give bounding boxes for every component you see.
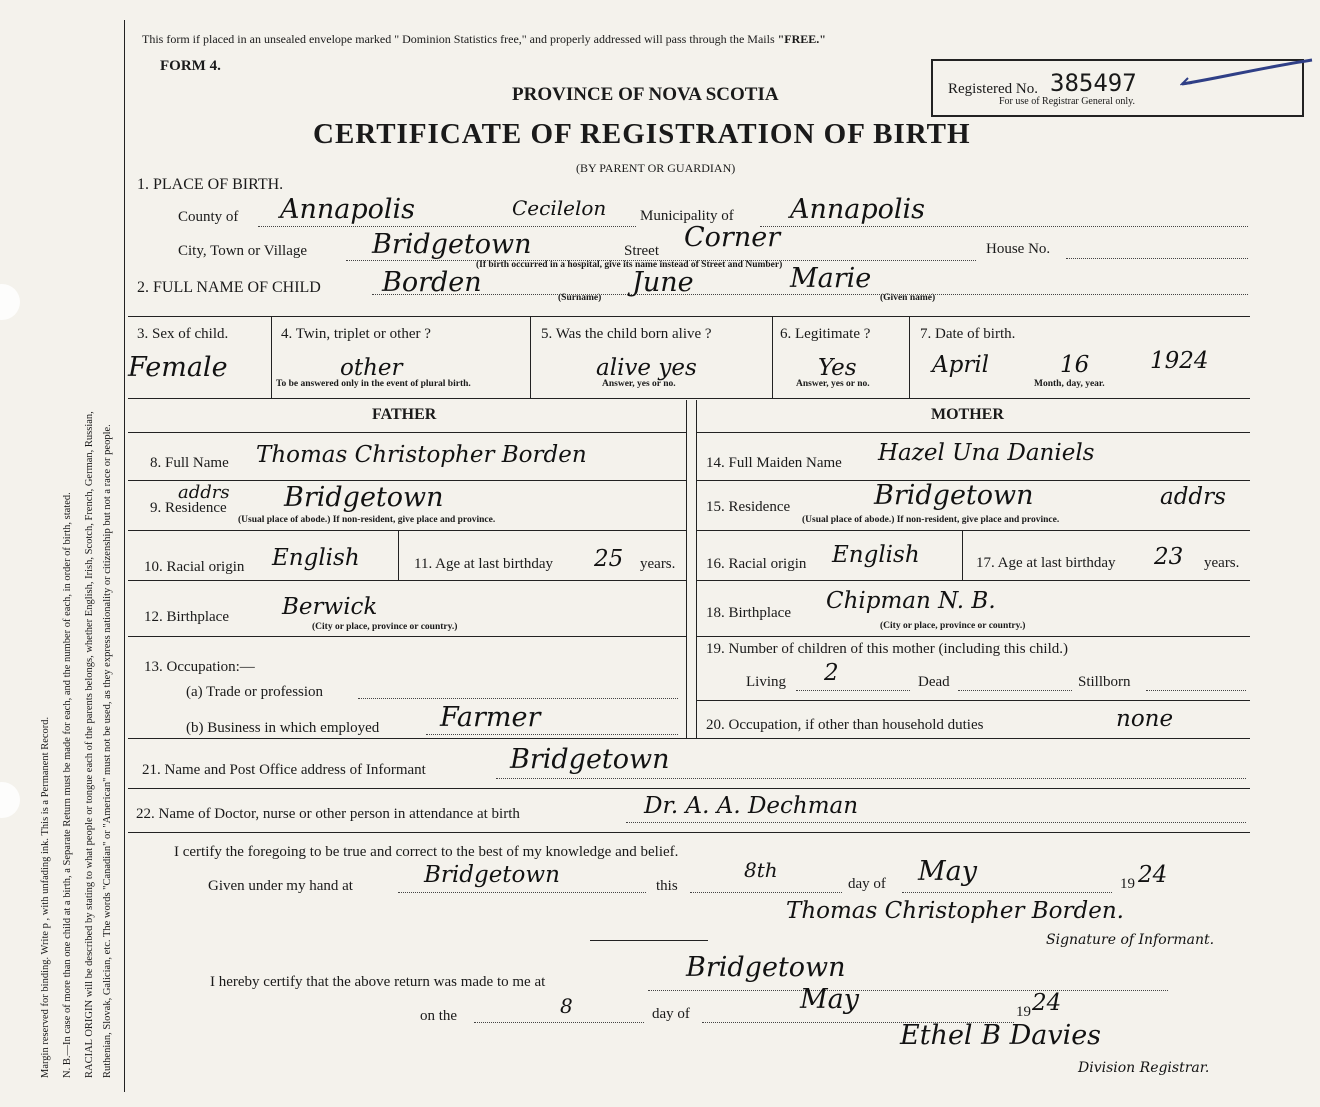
margin-racial-note-1: RACIAL ORIGIN will be described by stating to what people or tongue each of the parents belongs, whether English, Irish, Scotch, French, German, Russian, <box>84 411 95 1078</box>
dob-label: 7. Date of birth. <box>920 326 1016 342</box>
mother-birthplace-value: Chipman N. B. <box>826 588 996 614</box>
doctor-label: 22. Name of Doctor, nurse or other person in attendance at birth <box>136 806 520 822</box>
father-racial-value: English <box>272 545 360 571</box>
occupation-label: 13. Occupation:— <box>144 659 255 675</box>
mother-name-value: Hazel Una Daniels <box>878 440 1095 466</box>
father-name-value: Thomas Christopher Borden <box>256 442 587 468</box>
mother-residence-label: 15. Residence <box>706 499 791 515</box>
informant-signature-label: Signature of Informant. <box>1046 932 1215 948</box>
sex-label: 3. Sex of child. <box>137 326 229 342</box>
alive-note: Answer, yes or no. <box>602 379 676 389</box>
business-label: (b) Business in which employed <box>186 720 380 736</box>
mother-heading: MOTHER <box>931 406 1004 423</box>
father-heading: FATHER <box>372 406 437 423</box>
father-birthplace-label: 12. Birthplace <box>144 609 229 625</box>
mother-birthplace-note: (City or place, province or country.) <box>880 621 1026 631</box>
mail-note: This form if placed in an unsealed envelope marked " Dominion Statistics free," and properly addressed will pass through the Mails "FREE." <box>142 32 826 46</box>
registrar-signature: Ethel B Davies <box>900 1020 1102 1051</box>
business-value: Farmer <box>440 702 541 733</box>
given-under-label: Given under my hand at <box>208 878 353 894</box>
dead-label: Dead <box>918 674 950 690</box>
mother-age-unit: years. <box>1204 555 1240 571</box>
father-age-unit: years. <box>640 556 676 572</box>
registered-label: Registered No. <box>948 81 1038 97</box>
mother-age-value: 23 <box>1154 544 1184 570</box>
mother-residence-note: (Usual place of abode.) If non-resident, give place and province. <box>802 515 1060 525</box>
street-label: Street <box>624 243 659 259</box>
legitimate-label: 6. Legitimate ? <box>780 326 871 342</box>
page-title: CERTIFICATE OF REGISTRATION OF BIRTH <box>313 118 971 150</box>
cert-day-of-label: day of <box>848 876 886 892</box>
twin-label: 4. Twin, triplet or other ? <box>281 326 431 342</box>
father-racial-label: 10. Racial origin <box>144 559 245 575</box>
certification-statement: I certify the foregoing to be true and correct to the best of my knowledge and belief. <box>174 844 679 860</box>
punch-hole <box>0 284 20 320</box>
living-label: Living <box>746 674 786 690</box>
living-value: 2 <box>824 660 839 686</box>
margin-binding-note: Margin reserved for binding. Write p , with unfading ink. This is a Permanent Record. <box>40 716 51 1078</box>
alive-label: 5. Was the child born alive ? <box>541 326 712 342</box>
dob-day: 16 <box>1060 352 1090 378</box>
city-value: Bridgetown <box>372 229 532 260</box>
sex-value: Female <box>128 352 228 383</box>
father-residence-note: (Usual place of abode.) If non-resident, give place and province. <box>238 515 496 525</box>
form-number: FORM 4. <box>160 58 221 74</box>
doctor-value: Dr. A. A. Dechman <box>644 793 859 819</box>
father-residence-extra: addrs <box>178 482 230 503</box>
mother-residence-value: Bridgetown <box>874 480 1034 511</box>
margin-racial-note-2: Ruthenian, Slovak, Galician, etc. The words "Canadian" or "American" must not be used, as they express nationality or citizenship but not a race or people. <box>102 424 113 1078</box>
cert-year-value: 24 <box>1138 862 1168 888</box>
registrar-year-value: 24 <box>1032 990 1062 1016</box>
registrar-day-value: 8 <box>560 994 573 1018</box>
mother-residence-extra: addrs <box>1160 484 1226 510</box>
father-name-label: 8. Full Name <box>150 455 229 471</box>
child-surname-value: Borden <box>382 267 482 298</box>
registrar-statement: I hereby certify that the above return was made to me at <box>210 974 546 990</box>
dob-month: April <box>932 352 990 378</box>
on-the-label: on the <box>420 1008 458 1024</box>
twin-value: other <box>340 355 403 381</box>
registrar-signature-label: Division Registrar. <box>1078 1060 1210 1076</box>
dob-year: 1924 <box>1150 348 1209 374</box>
mother-racial-label: 16. Racial origin <box>706 556 807 572</box>
registrar-note: For use of Registrar General only. <box>999 96 1135 107</box>
informant-label: 21. Name and Post Office address of Informant <box>142 762 426 778</box>
registrar-month-value: May <box>800 984 859 1015</box>
children-count-label: 19. Number of children of this mother (including this child.) <box>706 641 1069 657</box>
province-heading: PROVINCE OF NOVA SCOTIA <box>512 84 779 105</box>
page-subtitle: (BY PARENT OR GUARDIAN) <box>576 161 736 175</box>
mother-birthplace-label: 18. Birthplace <box>706 605 791 621</box>
house-no-label: House No. <box>986 241 1051 257</box>
punch-hole <box>0 782 20 818</box>
cert-year-prefix: 19 <box>1120 876 1135 892</box>
registrar-year-prefix: 19 <box>1016 1004 1031 1020</box>
informant-signature: Thomas Christopher Borden. <box>786 898 1124 924</box>
child-name-label: 2. FULL NAME OF CHILD <box>137 279 321 296</box>
margin-nb-note: N. B.—In case of more than one child at a birth, a Separate Return must be made for each, and the number of each, in order of birth, stated. <box>62 492 73 1078</box>
street-value: Corner <box>684 222 781 253</box>
city-label: City, Town or Village <box>178 243 308 259</box>
informant-value: Bridgetown <box>510 744 670 775</box>
municipality-value: Annapolis <box>790 194 926 225</box>
surname-label: (Surname) <box>558 293 602 303</box>
trade-label: (a) Trade or profession <box>186 684 324 700</box>
given-place-value: Bridgetown <box>424 862 560 888</box>
child-given-name-1: June <box>632 267 694 298</box>
hospital-note: (If birth occurred in a hospital, give its name instead of Street and Number) <box>476 260 783 270</box>
margin-rule <box>124 20 125 1092</box>
mother-age-label: 17. Age at last birthday <box>976 555 1116 571</box>
pen-stroke-icon <box>1180 56 1315 88</box>
mother-racial-value: English <box>832 542 920 568</box>
county-label: County of <box>178 209 239 225</box>
municipality-label: Municipality of <box>640 208 734 224</box>
father-age-label: 11. Age at last birthday <box>414 556 553 572</box>
dob-note: Month, day, year. <box>1034 379 1105 389</box>
father-residence-label: 9. Residence <box>150 500 227 516</box>
county-extra-value: Cecilelon <box>512 196 607 220</box>
registrar-day-of-label: day of <box>652 1006 690 1022</box>
cert-day-value: 8th <box>744 858 778 882</box>
father-birthplace-note: (City or place, province or country.) <box>312 622 458 632</box>
alive-value: alive yes <box>596 355 697 381</box>
given-name-label: (Given name) <box>880 293 936 303</box>
county-value: Annapolis <box>280 194 416 225</box>
mother-occupation-label: 20. Occupation, if other than household duties <box>706 717 984 733</box>
this-label: this <box>656 878 678 894</box>
cert-month-value: May <box>918 856 977 887</box>
father-birthplace-value: Berwick <box>282 594 378 620</box>
father-residence-value: Bridgetown <box>284 482 444 513</box>
father-age-value: 25 <box>594 546 624 572</box>
twin-note: To be answered only in the event of plural birth. <box>276 379 471 389</box>
registrar-place-value: Bridgetown <box>686 952 846 983</box>
stillborn-label: Stillborn <box>1078 674 1131 690</box>
legitimate-note: Answer, yes or no. <box>796 379 870 389</box>
place-of-birth-heading: 1. PLACE OF BIRTH. <box>137 176 284 193</box>
registered-number: 385497 <box>1050 69 1137 97</box>
mother-occupation-value: none <box>1116 706 1174 732</box>
child-given-name-2: Marie <box>790 263 872 294</box>
mother-name-label: 14. Full Maiden Name <box>706 455 842 471</box>
legitimate-value: Yes <box>818 355 857 381</box>
